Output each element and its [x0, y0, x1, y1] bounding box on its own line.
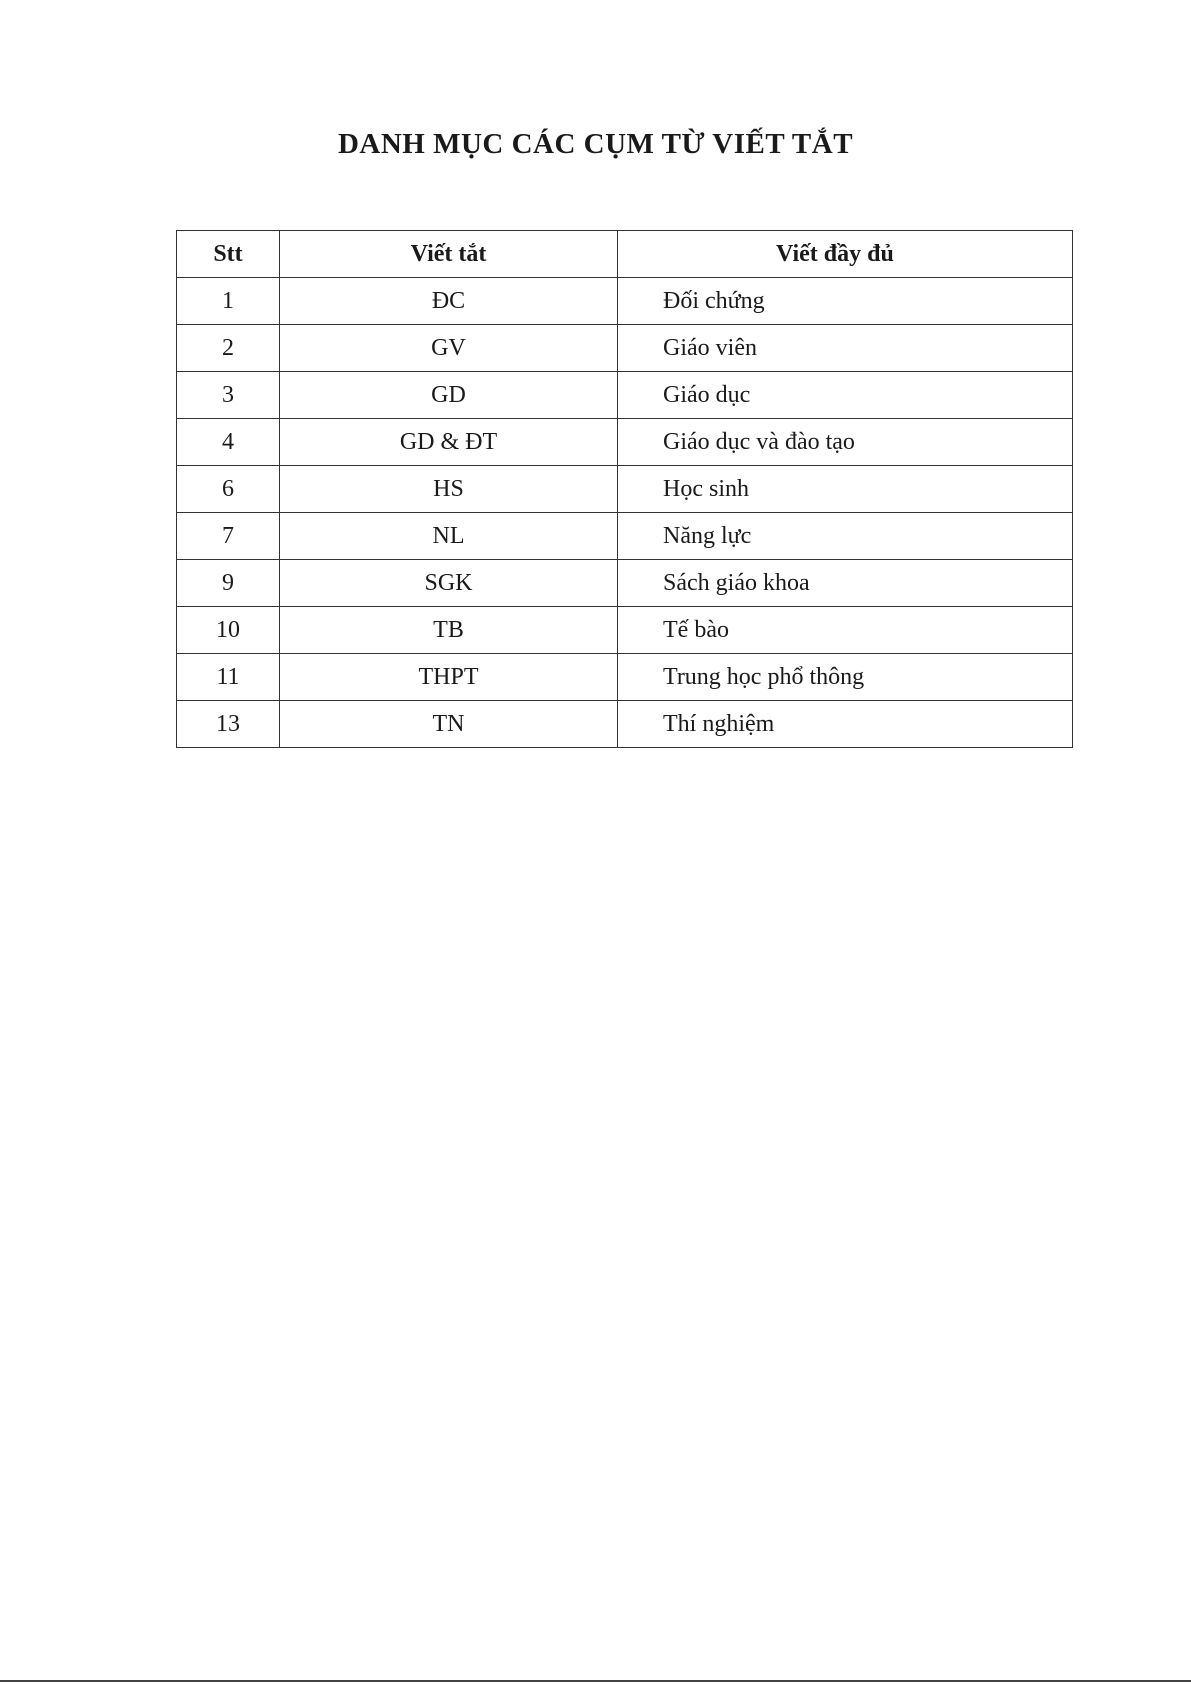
- cell-full-form: Đối chứng: [618, 278, 1073, 325]
- cell-abbreviation: ĐC: [280, 278, 618, 325]
- table-row: [177, 607, 1073, 654]
- table-row: [177, 513, 1073, 560]
- cell-full-form: Trung học phổ thông: [618, 654, 1073, 701]
- table-row: [177, 419, 1073, 466]
- cell-abbreviation: NL: [280, 513, 618, 560]
- page-bottom-edge: [0, 1680, 1191, 1682]
- cell-abbreviation: THPT: [280, 654, 618, 701]
- cell-stt: 13: [177, 701, 280, 748]
- cell-abbreviation: TB: [280, 607, 618, 654]
- table-row: [177, 325, 1073, 372]
- cell-abbreviation: HS: [280, 466, 618, 513]
- header-stt: Stt: [177, 231, 280, 278]
- cell-stt: 2: [177, 325, 280, 372]
- header-abbreviation: Viết tắt: [280, 231, 618, 278]
- cell-abbreviation: TN: [280, 701, 618, 748]
- header-full-form: Viết đầy đủ: [618, 231, 1073, 278]
- cell-full-form: Sách giáo khoa: [618, 560, 1073, 607]
- table-row: [177, 654, 1073, 701]
- cell-stt: 4: [177, 419, 280, 466]
- cell-full-form: Học sinh: [618, 466, 1073, 513]
- cell-stt: 1: [177, 278, 280, 325]
- cell-full-form: Giáo dục: [618, 372, 1073, 419]
- cell-stt: 11: [177, 654, 280, 701]
- cell-full-form: Thí nghiệm: [618, 701, 1073, 748]
- cell-abbreviation: SGK: [280, 560, 618, 607]
- cell-full-form: Giáo dục và đào tạo: [618, 419, 1073, 466]
- table-row: [177, 560, 1073, 607]
- table-row: [177, 701, 1073, 748]
- cell-abbreviation: GD & ĐT: [280, 419, 618, 466]
- page-title: DANH MỤC CÁC CỤM TỪ VIẾT TẮT: [337, 128, 854, 160]
- table-header-row: [177, 231, 1073, 278]
- abbreviation-table: [176, 230, 1073, 748]
- cell-stt: 3: [177, 372, 280, 419]
- cell-full-form: Giáo viên: [618, 325, 1073, 372]
- table-row: [177, 372, 1073, 419]
- cell-stt: 10: [177, 607, 280, 654]
- table-row: [177, 278, 1073, 325]
- cell-stt: 6: [177, 466, 280, 513]
- cell-abbreviation: GD: [280, 372, 618, 419]
- cell-stt: 9: [177, 560, 280, 607]
- cell-abbreviation: GV: [280, 325, 618, 372]
- table-row: [177, 466, 1073, 513]
- cell-full-form: Tế bào: [618, 607, 1073, 654]
- cell-stt: 7: [177, 513, 280, 560]
- cell-full-form: Năng lực: [618, 513, 1073, 560]
